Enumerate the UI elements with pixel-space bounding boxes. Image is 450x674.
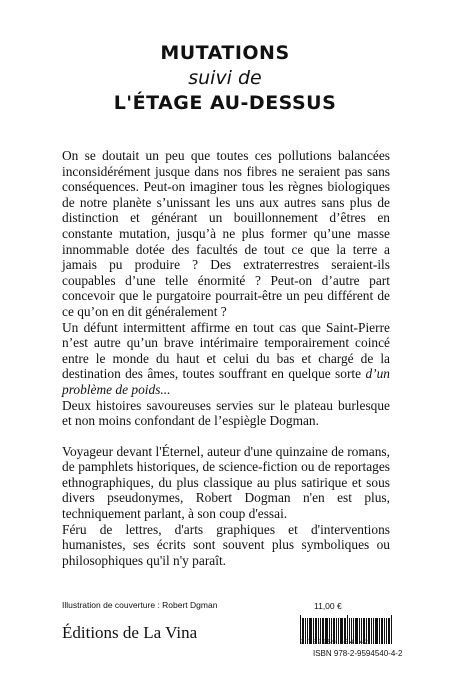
price: 11,00 € <box>314 601 342 611</box>
author-bio-paragraph-2: Féru de lettres, d'arts graphiques et d'interventions humanistes, ses écrits sont souvent plus symboliques ou philosophiques qu'il n'y paraît. <box>62 521 390 568</box>
illustration-credit: Illustration de couverture : Robert Dgman <box>62 600 218 610</box>
isbn: ISBN 978-2-9594540-4-2 <box>313 649 403 658</box>
back-cover-text <box>62 148 390 568</box>
spacer <box>62 429 390 444</box>
author-bio-paragraph-1: Voyageur devant l'Éternel, auteur d'une quinzaine de romans, de pamphlets historiques, de science-fiction ou de reportages ethnographiques, du plus classique au plus satirique et sous divers pseudonymes, Robert Dogman n'en est plus, techniquement parlant, à son coup d'essai. <box>62 443 390 522</box>
book-title <box>0 40 450 116</box>
title-line-2: suivi de <box>188 67 262 89</box>
synopsis-paragraph-2 <box>62 320 390 398</box>
title-line-1: MUTATIONS <box>160 42 290 64</box>
synopsis-paragraph-2-italic: d’un problème de poids... <box>62 366 390 397</box>
publisher-name: Éditions de La Vina <box>62 623 198 642</box>
synopsis-paragraph-1: On se doutait un peu que toutes ces pollutions balancées inconsidérément jusque dans nos fibres ne seraient pas sans conséquences. Peut-on imaginer tous les règnes biologiques de notre planète s’unissant les uns aux autres sans plus de distinction et générant un bouillonnement d’êtres en constante mutation, jusqu’à ne plus former qu’une masse innommable dotée des facultés de tout ce que la terre a jamais pu produire ? Des extraterrestres seraient-ils coupables d’une telle énormité ? Peut-on d’autre part concevoir que le purgatoire pourrait-être un peu différent de ce qu’on en dit généralement ? <box>62 148 390 319</box>
synopsis-paragraph-3: Deux histoires savoureuses servies sur le plateau burlesque et non moins confondant de l’espiègle Dogman. <box>62 397 390 429</box>
barcode-digits: 9 782959 454842 <box>300 640 370 646</box>
synopsis-paragraph-2-text: Un défunt intermittent affirme en tout cas que Saint-Pierre n’est autre qu’un brave intérimaire temporairement coincé entre le monde du haut et celui du bas et chargé de la destination des âmes, toutes souffrant en quelque sorte <box>62 319 390 382</box>
title-line-3: L'ÉTAGE AU-DESSUS <box>113 92 337 114</box>
